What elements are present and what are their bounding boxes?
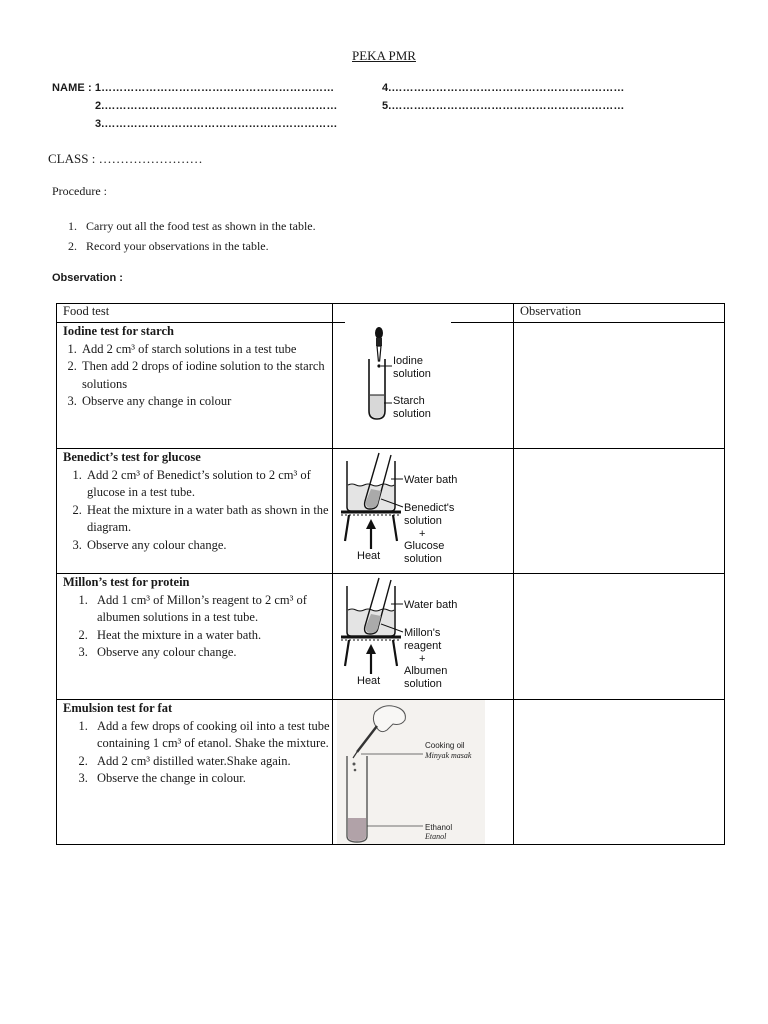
figure-label: Ethanol xyxy=(425,823,453,832)
figure-label: Heat xyxy=(357,550,381,562)
food-test-step: 1. Add 2 cm³ of Benedict’s solution to 2 cm³ of glucose in a test tube. xyxy=(85,467,332,502)
page-title: PEKA PMR xyxy=(352,48,416,63)
millon-test-diagram xyxy=(335,574,465,696)
name-field-5[interactable]: 5.……………………………………………………… xyxy=(382,100,625,112)
figure-label: Water bath xyxy=(404,599,458,611)
figure-label: Minyak masak xyxy=(425,751,472,760)
table-row xyxy=(57,449,725,574)
table-row xyxy=(57,574,725,700)
observation-cell[interactable] xyxy=(514,700,725,845)
class-field[interactable]: CLASS : …………………… xyxy=(48,151,203,166)
table-row xyxy=(57,700,725,845)
figure-label: solution xyxy=(393,368,431,380)
observation-cell[interactable] xyxy=(514,449,725,574)
food-test-step: 2. Heat the mixture in a water bath. xyxy=(91,627,332,645)
table-row xyxy=(57,323,725,449)
figure-label: solution xyxy=(404,515,442,527)
procedure-label: Procedure : xyxy=(52,184,107,198)
figure-label: Etanol xyxy=(425,832,447,841)
food-test-step: 1. Add 1 cm³ of Millon’s reagent to 2 cm³ of albumen solutions in a test tube. xyxy=(91,592,332,627)
food-test-step: 3. Observe the change in colour. xyxy=(91,770,332,788)
food-test-step: 3. Observe any change in colour xyxy=(80,393,332,411)
observation-label: Observation : xyxy=(52,272,123,284)
figure-label: + xyxy=(419,528,426,540)
benedict-test-diagram xyxy=(335,449,465,571)
figure-label: Albumen xyxy=(404,665,448,677)
iodine-test-diagram xyxy=(345,319,451,423)
observation-cell[interactable] xyxy=(514,574,725,700)
figure-label: Glucose xyxy=(404,540,445,552)
name-field-4[interactable]: 4.……………………………………………………… xyxy=(382,82,625,94)
food-test-table xyxy=(56,303,725,845)
figure-label: reagent xyxy=(404,640,442,652)
figure-label: solution xyxy=(393,408,431,420)
food-test-step: 2. Then add 2 drops of iodine solution to the starch solutions xyxy=(80,358,332,393)
figure-label: Millon's xyxy=(404,627,441,639)
procedure-step-1: 1. Carry out all the food test as shown in the table. xyxy=(68,219,316,233)
food-test-step: 2. Heat the mixture in a water bath as shown in the diagram. xyxy=(85,502,332,537)
food-test-step: 2. Add 2 cm³ distilled water.Shake again. xyxy=(91,753,332,771)
food-test-cell xyxy=(57,574,333,700)
figure-label: solution xyxy=(404,553,442,565)
header-food-test: Food test xyxy=(57,304,333,323)
figure-label: + xyxy=(419,653,426,665)
food-test-title: Millon’s test for protein xyxy=(63,575,190,589)
food-test-cell xyxy=(57,449,333,574)
food-test-cell xyxy=(57,700,333,845)
name-field-1[interactable]: NAME : 1……………………………………………………… xyxy=(52,82,335,94)
food-test-step: 3. Observe any colour change. xyxy=(91,644,332,662)
name-field-3[interactable]: 3.……………………………………………………… xyxy=(95,118,338,130)
figure-label: Water bath xyxy=(404,474,458,486)
figure-label: solution xyxy=(404,678,442,690)
observation-cell[interactable] xyxy=(514,323,725,449)
emulsion-test-diagram xyxy=(337,700,485,844)
food-test-title: Benedict’s test for glucose xyxy=(63,450,201,464)
food-test-title: Iodine test for starch xyxy=(63,324,174,338)
food-test-step: 1. Add a few drops of cooking oil into a test tube containing 1 cm³ of etanol. Shake the mixture. xyxy=(91,718,332,753)
figure-label: Benedict's xyxy=(404,502,455,514)
procedure-step-2: 2. Record your observations in the table. xyxy=(68,239,269,253)
header-observation: Observation xyxy=(514,304,725,323)
figure-cell xyxy=(333,323,514,449)
food-test-cell xyxy=(57,323,333,449)
food-test-step: 1. Add 2 cm³ of starch solutions in a test tube xyxy=(80,341,332,359)
figure-cell xyxy=(333,574,514,700)
figure-label: Starch xyxy=(393,395,425,407)
food-test-step: 3. Observe any colour change. xyxy=(85,537,332,555)
name-field-2[interactable]: 2.……………………………………………………… xyxy=(95,100,338,112)
figure-cell xyxy=(333,700,514,845)
figure-label: Iodine xyxy=(393,355,423,367)
figure-label: Cooking oil xyxy=(425,741,465,750)
figure-label: Heat xyxy=(357,675,381,687)
figure-cell xyxy=(333,449,514,574)
food-test-title: Emulsion test for fat xyxy=(63,701,173,715)
